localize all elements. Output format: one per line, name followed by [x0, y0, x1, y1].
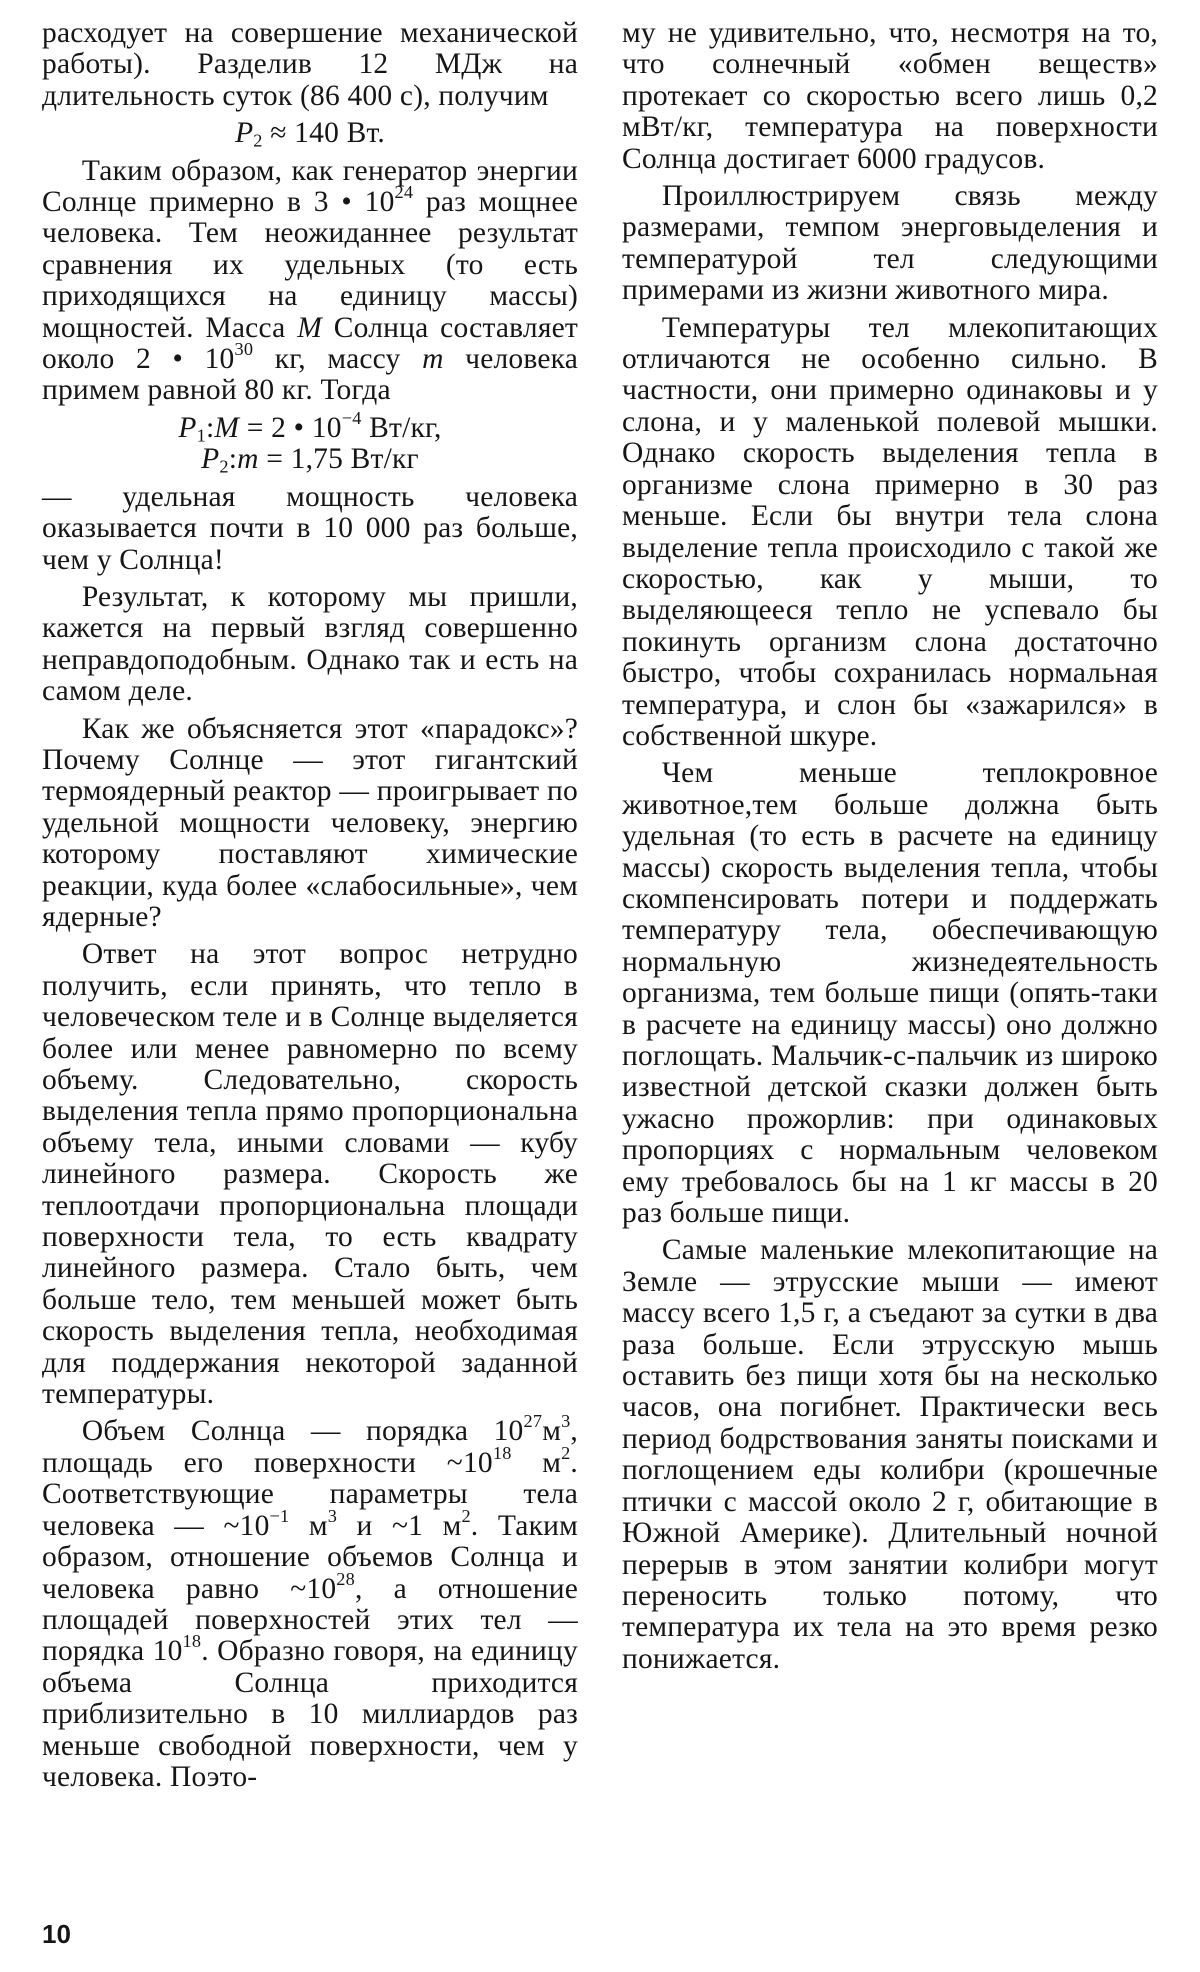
paragraph: расходует на совершение механической работы). Разделив 12 МДж на длительность суток (86 400 с), получим	[42, 17, 578, 112]
formula-text: :	[205, 411, 215, 444]
paragraph: — удельная мощность человека оказывается почти в 10 000 раз больше, чем у Солнца!	[42, 480, 578, 576]
paragraph: Как же объясняется этот «парадокс»? Почему Солнце — этот гигантский термоядерный реактор — проигрывает по удельной мощности человеку, энергию которому поставляют химические реакции, куда более «слабосильные», чем ядерные?	[42, 712, 578, 933]
formula-sub: 2	[219, 456, 229, 477]
exponent: 18	[182, 1631, 202, 1652]
formula-text: = 1,75 Вт/кг	[258, 443, 419, 476]
formula-line-human	[42, 444, 578, 475]
paragraph	[42, 156, 578, 407]
formula-p2-power	[42, 118, 578, 149]
page-number: 10	[42, 1919, 71, 1949]
formula-var: m	[237, 443, 259, 476]
math-var: M	[297, 311, 322, 344]
formula-var: M	[214, 411, 240, 444]
text-run: Солнца составляет около 2 • 10	[42, 311, 578, 376]
formula-sub: 2	[253, 130, 263, 151]
text-run: . Образно говоря, на единицу объема Солнца приходится приблизительно в 10 миллиардов раз меньше свободной поверхности, чем у человека. Поэто-	[42, 1635, 578, 1793]
exponent: 2	[561, 1443, 571, 1464]
math-var: m	[422, 343, 444, 376]
formula-var: P	[178, 411, 197, 444]
text-run: и ~1 м	[337, 1509, 462, 1542]
formula-var: P	[235, 117, 254, 150]
paragraph: Самые маленькие млекопитающие на Земле — этрусские мыши — имеют массу всего 1,5 г, а съедают за сутки в два раза больше. Если этрусскую мышь оставить без пищи хотя бы на несколько часов, она погибнет. Практически весь период бодрствования заняты поисками и поглощением еды колибри (крошечные птички с массой около 2 г, обитающие в Южной Америке). Длительный ночной перерыв в этом занятии колибри могут переносить только потому, что температура их тела на это время резко понижается.	[622, 1234, 1158, 1675]
exponent: 18	[492, 1443, 512, 1464]
exponent: 28	[336, 1568, 355, 1589]
paragraph	[42, 1411, 578, 1793]
paragraph: Температуры тел млекопитающих отличаются не особенно сильно. В частности, они примерно одинаковы и у слона, и у маленькой полевой мышки. Однако скорость выделения тепла в организме слона примерно в 30 раз меньше. Если бы внутри тела слона выделение тепла происходило с такой же скоростью, как у мыши, то выделяющееся тепло не успевало бы покинуть организм слона достаточно быстро, чтобы сохранилась нормальная температура, и слон бы «зажарился» в собственной шкуре.	[622, 311, 1158, 752]
formula-line-sun	[42, 408, 578, 446]
paragraph: му не удивительно, что, несмотря на то, что солнечный «обмен веществ» протекает со скоростью всего лишь 0,2 мВт/кг, температура на поверхности Солнца достигает 6000 градусов.	[622, 17, 1158, 175]
paragraph: Чем меньше теплокровное животное,тем больше должна быть удельная (то есть в расчете на единицу массы) скорость выделения тепла, чтобы скомпенсировать потери и поддержать температуру тела, обеспечивающую нормальную жизнедеятельность организма, тем больше пищи (опять-таки в расчете на единицу массы) оно должно поглощать. Мальчик-с-пальчик из широко известной детской сказки должен быть ужасно прожорлив: при одинаковых пропорциях с нормальным человеком ему требовалось бы на 1 кг массы в 20 раз больше пищи.	[622, 757, 1158, 1230]
paragraph: Проиллюстрируем связь между размерами, темпом энерговыделения и температурой тел следующими примерами из жизни животного мира.	[622, 180, 1158, 307]
text-run: м	[542, 1415, 562, 1448]
formula-text: Вт/кг,	[361, 411, 442, 444]
text-run: м	[511, 1446, 562, 1479]
text-run: . Таким образом, отношение объемов Солнца и человека равно ~10	[42, 1509, 578, 1605]
formula-text: :	[228, 443, 238, 476]
exponent: 3	[327, 1505, 338, 1526]
exponent: 27	[523, 1411, 543, 1432]
exponent: 30	[234, 339, 254, 360]
right-column	[622, 18, 1158, 1681]
exponent: 3	[561, 1411, 571, 1432]
text-run: . Соответствующие параметры тела человека — ~10	[42, 1446, 578, 1542]
formula-sub: 1	[196, 425, 206, 446]
formula-specific-power	[42, 408, 578, 477]
formula-text: ≈ 140 Вт.	[262, 117, 385, 150]
paragraph: Результат, к которому мы пришли, кажется на первый взгляд совершенно неправдоподобным. Однако так и есть на самом деле.	[42, 580, 578, 708]
text-run: м	[289, 1509, 328, 1542]
paragraph: Ответ на этот вопрос нетрудно получить, если принять, что тепло в человеческом теле и в Солнце выделяется более или менее равномерно по всему объему. Следовательно, скорость выделения тепла прямо пропорциональна объему тела, иными словами — кубу линейного размера. Скорость же теплоотдачи пропорциональна площади поверхности тела, то есть квадрату линейного размера. Стало быть, чем больше тело, тем меньшей может быть скорость выделения тепла, необходимая для поддержания некоторой заданной температуры.	[42, 938, 578, 1411]
text-run: Таким образом, как генератор энергии Солнце примерно в 3 • 10	[42, 154, 578, 219]
text-run: , площадь его поверхности ~10	[42, 1415, 578, 1479]
left-column	[42, 18, 578, 1799]
text-run: кг, массу	[253, 343, 423, 376]
text-run: , а отношение площадей поверхностей этих тел — порядка 10	[42, 1572, 578, 1668]
text-run: Объем Солнца — порядка 10	[81, 1415, 524, 1448]
formula-text: = 2 • 10	[239, 411, 342, 444]
exponent: −4	[341, 408, 362, 429]
exponent: 2	[461, 1505, 471, 1526]
exponent: 24	[394, 182, 414, 203]
formula-var: P	[201, 443, 220, 476]
text-run: человека примем равной 80 кг. Тогда	[42, 343, 578, 407]
exponent: −1	[269, 1505, 290, 1526]
text-run: раз мощнее человека. Тем неожиданнее результат сравнения их удельных (то есть приходящихся на единицу массы) мощностей. Масса	[42, 186, 578, 344]
